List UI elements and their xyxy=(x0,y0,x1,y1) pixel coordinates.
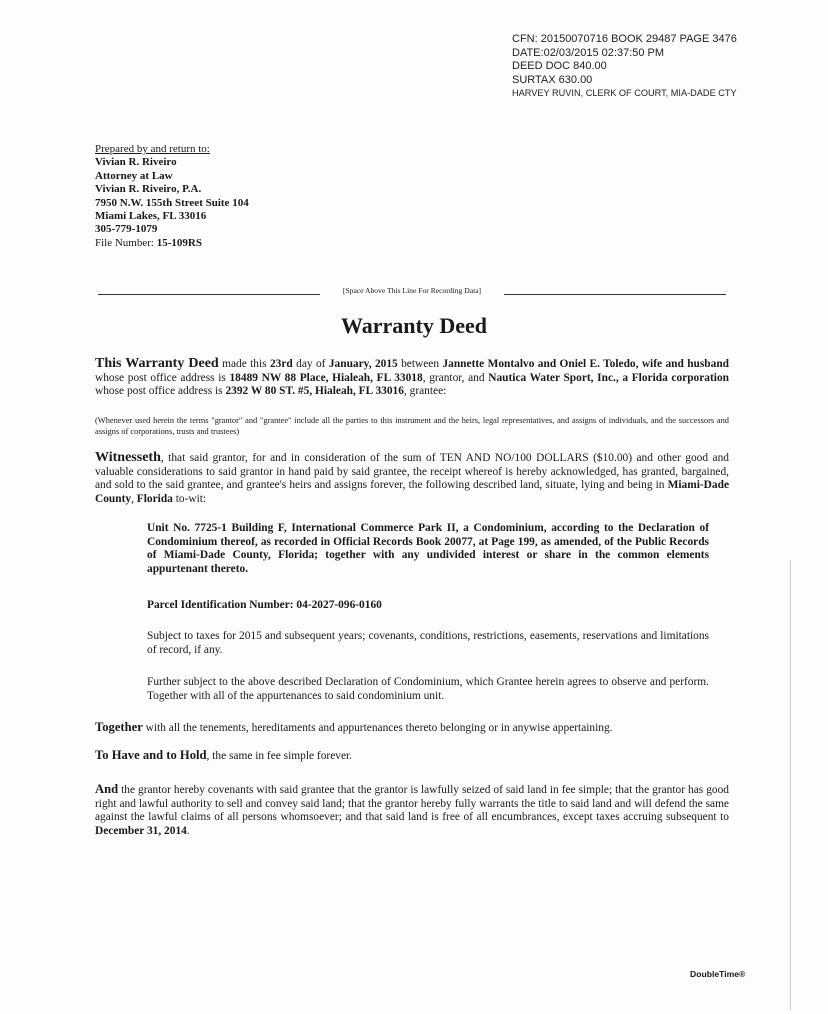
space-above-label: [Space Above This Line For Recording Data] xyxy=(342,286,482,295)
grantor-address: 18489 NW 88 Place, Hialeah, FL 33018 xyxy=(229,371,423,384)
intro-text: day of xyxy=(292,358,329,370)
preparer-address: 7950 N.W. 155th Street Suite 104 xyxy=(95,196,249,209)
state: Florida xyxy=(136,492,173,505)
parcel-id: Parcel Identification Number: 04-2027-096-0160 xyxy=(147,599,382,611)
surtax: SURTAX 630.00 xyxy=(512,73,593,86)
covenant-end: . xyxy=(186,824,190,837)
to-have-paragraph xyxy=(95,749,729,764)
intro-text: made this xyxy=(218,358,270,370)
together-paragraph xyxy=(95,721,729,736)
witnesseth-text: , that said grantor, for and in consideration of the sum of TEN AND NO/100 DOLLARS ($10.00) and other good and valuable considerations to said grantor in hand paid by said grantee, the receipt whereof is hereby acknowledged, has granted, bargained, and sold to the said grantee, and grantee's heirs and assigns forever, the following described land, situate, lying and being in xyxy=(95,452,729,492)
deed-doc-tax: DEED DOC 840.00 xyxy=(512,60,607,73)
definitions-note: (Whenever used herein the terms "grantor" and "grantee" include all the parties to this instrument and the heirs, legal representatives, and assigns of individuals, and the successors and assigns of corporations, trusts and trustees) xyxy=(95,416,729,436)
prepared-by-block xyxy=(95,143,249,250)
preparer-name: Vivian R. Riveiro xyxy=(95,156,177,169)
intro-text: whose post office address is xyxy=(95,385,226,398)
further-subject-clause: Further subject to the above described Declaration of Condominium, which Grantee herein agrees to observe and perform. Together with all of the appurtenances to said condominium unit. xyxy=(147,676,709,702)
file-number: 15-109RS xyxy=(156,236,202,249)
file-number-label: File Number: xyxy=(95,236,157,249)
covenant-text: the grantor hereby covenants with said grantee that the grantor is lawfully seized of said land in fee simple; that the grantor has good right and lawful authority to sell and convey said land; that the grantor hereby fully warrants the title to said land and will defend the same against the lawful claims of all persons whomsoever; and that said land is free of all encumbrances, except taxes accruing subsequent to xyxy=(95,784,729,824)
intro-text: , grantor, and xyxy=(422,371,489,384)
clerk-of-court: HARVEY RUVIN, CLERK OF COURT, MIA-DADE CTY xyxy=(512,88,737,99)
cfn-line: CFN: 20150070716 BOOK 29487 PAGE 3476 xyxy=(512,33,737,45)
scan-margin-line xyxy=(790,560,791,1010)
intro-paragraph xyxy=(95,357,729,399)
preparer-firm: Vivian R. Riveiro, P.A. xyxy=(95,183,202,196)
county: Miami-Dade County xyxy=(95,479,729,505)
preparer-city: Miami Lakes, FL 33016 xyxy=(95,210,207,223)
separator-rule-right xyxy=(504,294,726,295)
legal-description: Unit No. 7725-1 Building F, International Commerce Park II, a Condominium, according to the Declaration of Condominium thereof, as recorded in Official Records Book 20077, at Page 199, as amended, of the Public Records of Miami-Dade County, Florida; together with any undivided interest or share in the common elements appurtenant thereto. xyxy=(147,522,709,575)
recording-data-separator xyxy=(98,285,726,299)
intro-text: between xyxy=(397,358,443,370)
covenant-paragraph xyxy=(95,783,729,838)
witnesseth-text: to-wit: xyxy=(172,492,207,505)
preparer-phone: 305-779-1079 xyxy=(95,223,158,236)
preparer-title: Attorney at Law xyxy=(95,169,173,182)
subject-to-clause: Subject to taxes for 2015 and subsequent years; covenants, conditions, restrictions, easements, reservations and limitations of record, if any. xyxy=(147,630,709,656)
deed-date: January, 2015 xyxy=(328,358,398,370)
intro-text: , grantee: xyxy=(403,385,447,398)
prepared-heading: Prepared by and return to: xyxy=(95,143,210,155)
recording-stamp xyxy=(512,33,737,101)
tax-cutoff-date: December 31, 2014 xyxy=(95,824,187,837)
grantee-address: 2392 W 80 ST. #5, Hialeah, FL 33016 xyxy=(225,385,404,398)
together-lead: Together xyxy=(95,720,143,734)
intro-text: whose post office address is xyxy=(95,371,230,384)
together-text: with all the tenements, hereditaments and appurtenances thereto belonging or in anywise appertaining. xyxy=(142,722,613,734)
file-number-line xyxy=(95,237,249,250)
to-have-lead: To Have and to Hold xyxy=(95,748,207,762)
recording-date: DATE:02/03/2015 02:37:50 PM xyxy=(512,46,665,59)
grantee-name: Nautica Water Sport, Inc., a Florida corporation xyxy=(488,371,729,384)
grantor-names: Jannette Montalvo and Oniel E. Toledo, wife and husband xyxy=(442,358,729,370)
witnesseth-paragraph xyxy=(95,451,729,506)
doubletime-logo: DoubleTime® xyxy=(690,969,746,979)
to-have-text: , the same in fee simple forever. xyxy=(206,750,353,762)
and-lead: And xyxy=(95,782,119,796)
document-title: Warranty Deed xyxy=(340,313,488,338)
separator-rule-left xyxy=(98,294,320,295)
intro-lead: This Warranty Deed xyxy=(95,356,219,371)
witnesseth-text: , xyxy=(131,492,137,505)
deed-day: 23rd xyxy=(269,358,293,370)
witnesseth-lead: Witnesseth xyxy=(95,450,161,465)
